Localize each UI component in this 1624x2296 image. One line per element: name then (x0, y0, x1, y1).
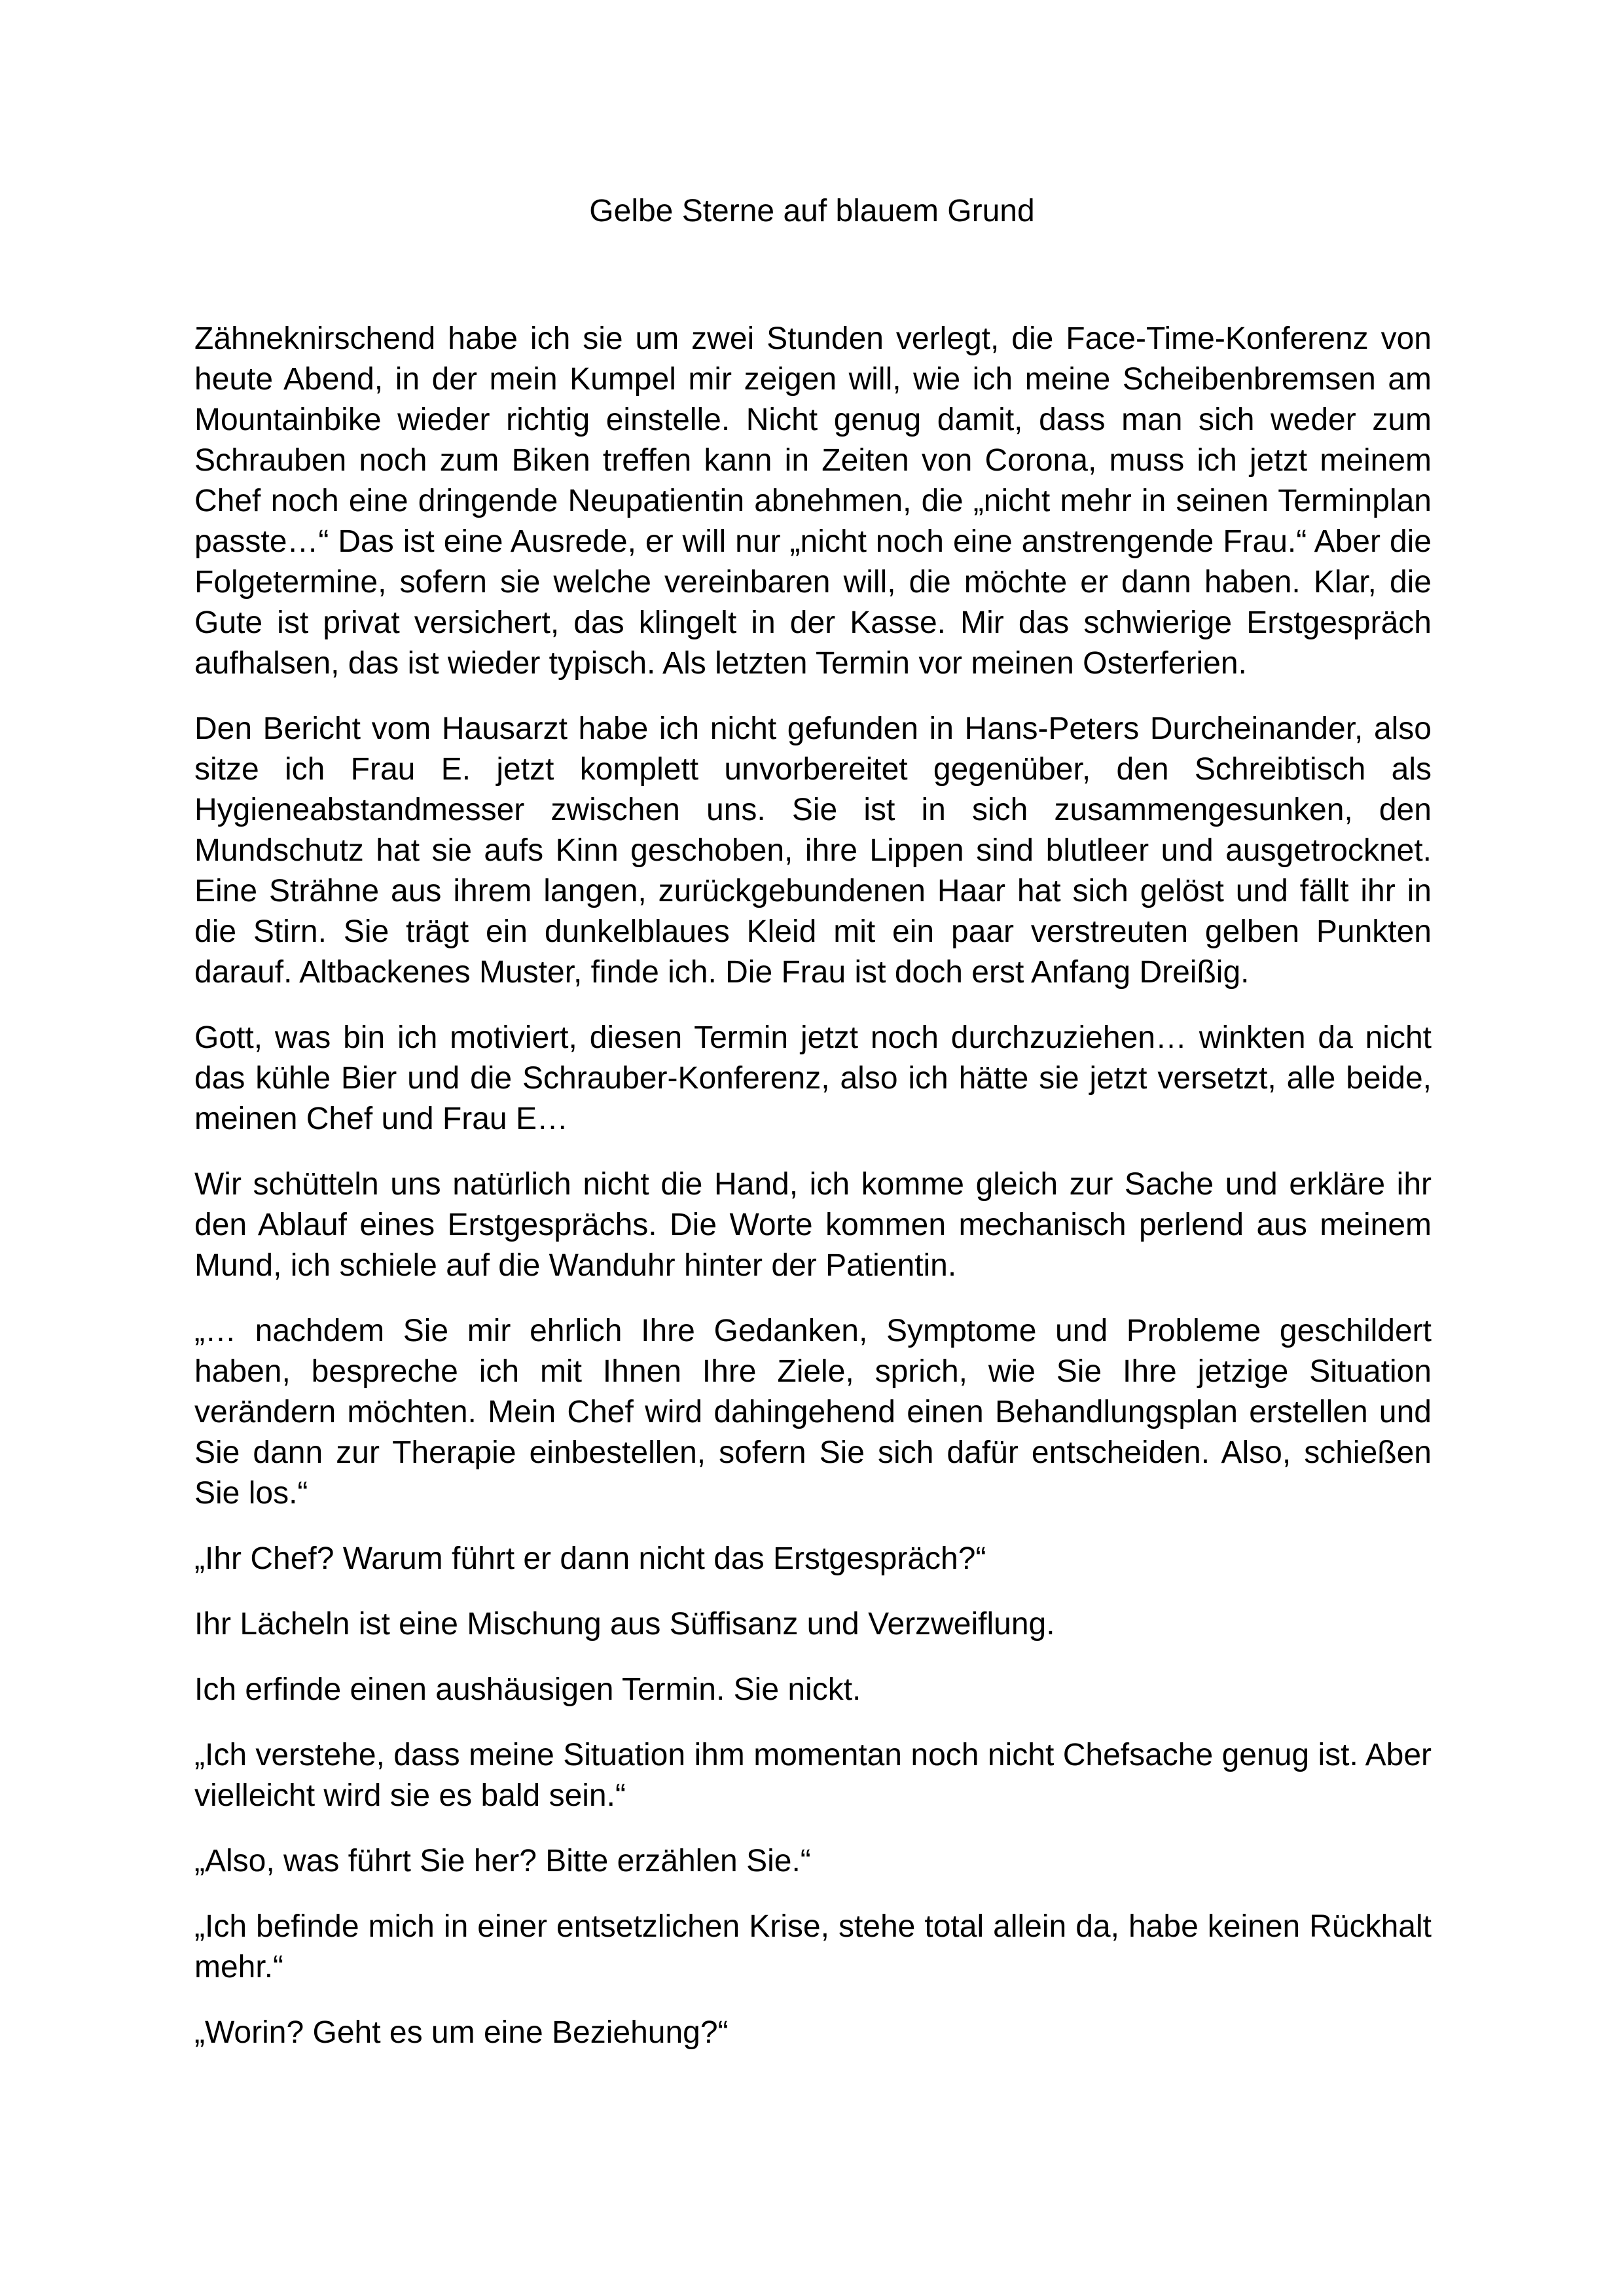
paragraph: Gott, was bin ich motiviert, diesen Termin jetzt noch durchzuziehen… winkten da nicht das kühle Bier und die Schrauber-Konferenz, also ich hätte sie jetzt versetzt, alle beide, meinen Chef und Frau E… (194, 1020, 1432, 1136)
paragraph: Ihr Lächeln ist eine Mischung aus Süffisanz und Verzweiflung. (194, 1607, 1055, 1641)
document-title: Gelbe Sterne auf blauem Grund (589, 194, 1035, 228)
paragraph: „Ich befinde mich in einer entsetzlichen Krise, stehe total allein da, habe keinen Rückhalt mehr.“ (194, 1909, 1432, 1984)
paragraph: Den Bericht vom Hausarzt habe ich nicht gefunden in Hans-Peters Durcheinander, also sitze ich Frau E. jetzt komplett unvorbereitet gegenüber, den Schreibtisch als Hygieneabstandmesser zwischen uns. Sie ist in sich zusammengesunken, den Mundschutz hat sie aufs Kinn geschoben, ihre Lippen sind blutleer und ausgetrocknet. Eine Strähne aus ihrem langen, zurückgebundenen Haar hat sich gelöst und fällt ihr in die Stirn. Sie trägt ein dunkelblaues Kleid mit ein paar verstreuten gelben Punkten darauf. Altbackenes Muster, finde ich. Die Frau ist doch erst Anfang Dreißig. (194, 711, 1432, 990)
document-body (194, 319, 1432, 2078)
paragraph: „Worin? Geht es um eine Beziehung?“ (194, 2015, 729, 2050)
paragraph: Zähneknirschend habe ich sie um zwei Stunden verlegt, die Face-Time-Konferenz von heute Abend, in der mein Kumpel mir zeigen will, wie ich meine Scheibenbremsen am Mountainbike wieder richtig einstelle. Nicht genug damit, dass man sich weder zum Schrauben noch zum Biken treffen kann in Zeiten von Corona, muss ich jetzt meinem Chef noch eine dringende Neupatientin abnehmen, die „nicht mehr in seinen Terminplan passte…“ Das ist eine Ausrede, er will nur „nicht noch eine anstrengende Frau.“ Aber die Folgetermine, sofern sie welche vereinbaren will, die möchte er dann haben. Klar, die Gute ist privat versichert, das klingelt in der Kasse. Mir das schwierige Erstgespräch aufhalsen, das ist wieder typisch. Als letzten Termin vor meinen Osterferien. (194, 321, 1432, 681)
paragraph: „… nachdem Sie mir ehrlich Ihre Gedanken, Symptome und Probleme geschildert haben, bespreche ich mit Ihnen Ihre Ziele, sprich, wie Sie Ihre jetzige Situation verändern möchten. Mein Chef wird dahingehend einen Behandlungsplan erstellen und Sie dann zur Therapie einbestellen, sofern Sie sich dafür entscheiden. Also, schießen Sie los.“ (194, 1314, 1432, 1511)
paragraph: Wir schütteln uns natürlich nicht die Hand, ich komme gleich zur Sache und erkläre ihr den Ablauf eines Erstgesprächs. Die Worte kommen mechanisch perlend aus meinem Mund, ich schiele auf die Wanduhr hinter der Patientin. (194, 1167, 1432, 1283)
paragraph: „Ihr Chef? Warum führt er dann nicht das Erstgespräch?“ (194, 1541, 986, 1576)
paragraph: Ich erfinde einen aushäusigen Termin. Sie nickt. (194, 1672, 861, 1707)
paragraph: „Ich verstehe, dass meine Situation ihm momentan noch nicht Chefsache genug ist. Aber vielleicht wird sie es bald sein.“ (194, 1738, 1432, 1813)
paragraph: „Also, was führt Sie her? Bitte erzählen Sie.“ (194, 1844, 811, 1878)
